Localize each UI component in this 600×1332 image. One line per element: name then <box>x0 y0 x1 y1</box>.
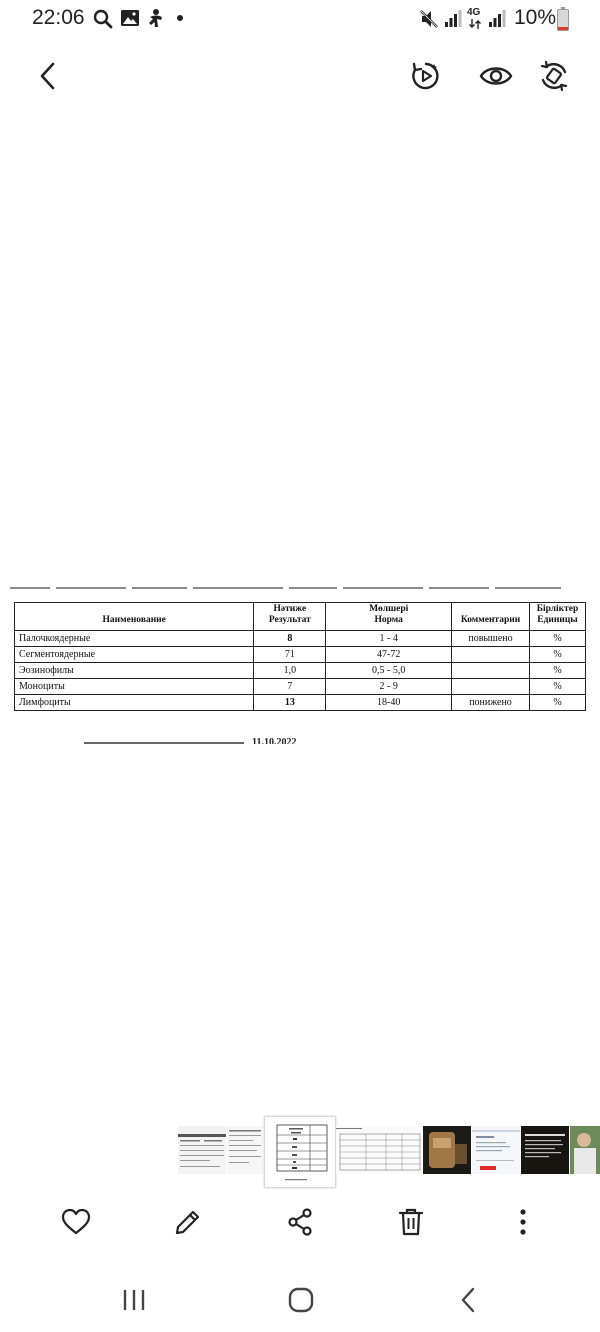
table-row <box>15 695 586 711</box>
cell-result: 7 <box>254 679 326 695</box>
thumbnail-image <box>227 1126 263 1174</box>
network-type: 4G <box>467 7 481 18</box>
cell-norm: 0,5 - 5,0 <box>326 663 452 679</box>
remaster-button[interactable] <box>402 52 450 100</box>
favorite-icon <box>61 1208 91 1236</box>
lab-results-table <box>14 602 586 711</box>
share-icon <box>286 1207 314 1237</box>
table-row <box>15 679 586 695</box>
home-button[interactable] <box>277 1276 325 1324</box>
cell-norm: 18-40 <box>326 695 452 711</box>
header-result: Нәтиже Результат <box>254 603 326 631</box>
thumbnail[interactable] <box>178 1126 226 1174</box>
footer-date: 11.10.2022 <box>252 738 297 744</box>
thumbnail-image <box>423 1126 471 1174</box>
cell-unit: % <box>529 647 585 663</box>
status-time: 22:06 <box>32 6 85 29</box>
thumbnail-image <box>265 1117 335 1187</box>
document-footer <box>84 738 296 744</box>
back-icon <box>36 61 60 91</box>
thumbnail-image <box>472 1126 520 1174</box>
battery-percent: 10% <box>514 6 557 29</box>
back-button[interactable] <box>24 52 72 100</box>
more-options-icon <box>519 1208 527 1236</box>
mute-icon <box>418 8 440 30</box>
header-comment: Комментарии <box>452 603 530 631</box>
thumbnail-image <box>178 1126 226 1174</box>
cell-comment <box>452 679 530 695</box>
header-name: Наименование <box>15 603 254 631</box>
dot-icon <box>176 14 184 22</box>
cell-unit: % <box>529 679 585 695</box>
cell-result: 13 <box>254 695 326 711</box>
battery-low-icon <box>557 7 569 31</box>
favorite-button[interactable] <box>52 1198 100 1246</box>
thumbnail[interactable] <box>521 1126 569 1174</box>
cell-norm: 1 - 4 <box>326 631 452 647</box>
cell-result: 71 <box>254 647 326 663</box>
cell-comment: повышено <box>452 631 530 647</box>
thumbnail[interactable] <box>423 1126 471 1174</box>
table-row <box>15 631 586 647</box>
cell-result: 8 <box>254 631 326 647</box>
rotate-icon <box>538 60 570 92</box>
table-row <box>15 647 586 663</box>
cell-name: Палочкоядерные <box>15 631 254 647</box>
cell-unit: % <box>529 663 585 679</box>
share-button[interactable] <box>276 1198 324 1246</box>
cell-name: Сегментоядерные <box>15 647 254 663</box>
view-button[interactable] <box>472 52 520 100</box>
back-nav-button[interactable] <box>445 1276 493 1324</box>
thumbnail[interactable] <box>472 1126 520 1174</box>
cell-name: Эозинофилы <box>15 663 254 679</box>
delete-button[interactable] <box>387 1198 435 1246</box>
signal-icon <box>488 10 506 28</box>
home-icon <box>287 1286 315 1314</box>
signal-icon <box>444 10 462 28</box>
cell-norm: 47-72 <box>326 647 452 663</box>
cell-comment <box>452 647 530 663</box>
cell-unit: % <box>529 695 585 711</box>
header-unit: Бірліктер Единицы <box>529 603 585 631</box>
cell-unit: % <box>529 631 585 647</box>
cell-name: Моноциты <box>15 679 254 695</box>
thumbnail-image <box>336 1126 422 1174</box>
thumbnail-image <box>570 1126 600 1174</box>
document-cropped-text <box>10 584 590 592</box>
table-row <box>15 663 586 679</box>
table-header-row <box>15 603 586 631</box>
thumbnail-selected[interactable] <box>264 1116 336 1188</box>
recent-apps-icon <box>121 1288 147 1312</box>
document-image[interactable] <box>0 584 600 744</box>
delete-icon <box>398 1207 424 1237</box>
remaster-icon <box>410 60 442 92</box>
recent-apps-button[interactable] <box>110 1276 158 1324</box>
back-nav-icon <box>459 1286 479 1314</box>
cell-norm: 2 - 9 <box>326 679 452 695</box>
thumbnail-image <box>521 1126 569 1174</box>
rotate-button[interactable] <box>530 52 578 100</box>
edit-button[interactable] <box>164 1198 212 1246</box>
image-icon <box>120 8 140 28</box>
cell-comment: понижено <box>452 695 530 711</box>
header-norm: Мөлшері Норма <box>326 603 452 631</box>
signal-4g-icon <box>468 19 482 29</box>
view-icon <box>479 64 513 88</box>
cell-name: Лимфоциты <box>15 695 254 711</box>
cell-result: 1,0 <box>254 663 326 679</box>
status-bar <box>0 0 600 38</box>
thumbnail[interactable] <box>227 1126 263 1174</box>
thumbnail-strip <box>0 1116 600 1186</box>
thumbnail[interactable] <box>570 1126 600 1174</box>
more-options-button[interactable] <box>499 1198 547 1246</box>
edit-icon <box>174 1208 202 1236</box>
cell-comment <box>452 663 530 679</box>
thumbnail[interactable] <box>336 1126 422 1174</box>
accessibility-icon <box>146 8 166 30</box>
search-icon <box>92 8 114 30</box>
